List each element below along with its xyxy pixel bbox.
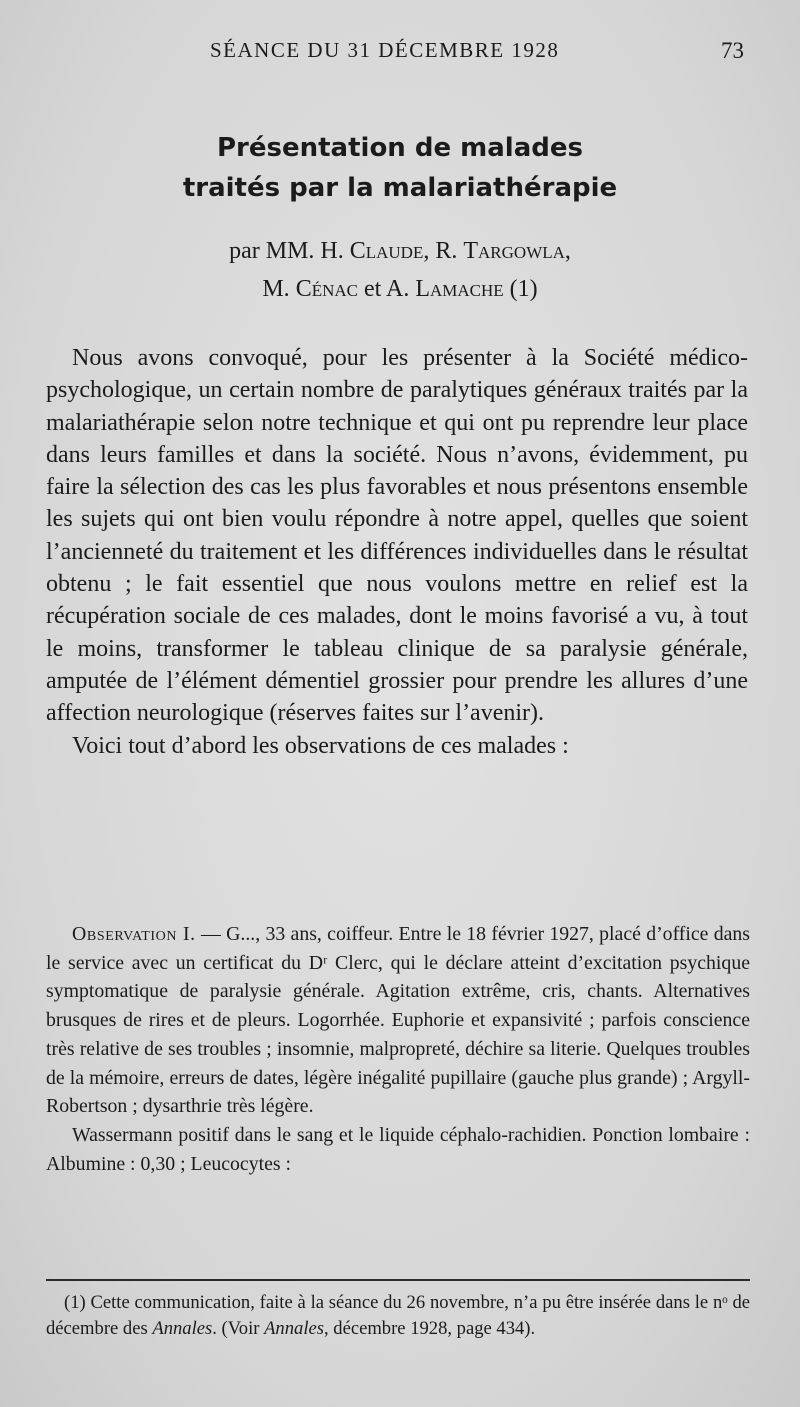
running-head bbox=[0, 38, 800, 68]
footnote-text: , décembre 1928, page 434). bbox=[323, 1318, 536, 1339]
authors-separator: , R. bbox=[423, 238, 464, 264]
authors-line-1 bbox=[0, 232, 800, 270]
paragraph-transition: Voici tout d’abord les observations de ces malades : bbox=[72, 732, 569, 759]
title-line-1: Présentation de malades bbox=[217, 133, 583, 163]
running-title: SÉANCE DU 31 DÉCEMBRE 1928 bbox=[210, 38, 560, 62]
title-line-2: traités par la malariathérapie bbox=[182, 173, 618, 203]
author-lamache: Lamache bbox=[415, 276, 504, 302]
authors-line-2 bbox=[0, 270, 800, 308]
footnote bbox=[46, 1290, 750, 1342]
page-number: 73 bbox=[721, 38, 744, 63]
body-text bbox=[46, 342, 748, 762]
authors-separator: , bbox=[564, 238, 571, 264]
authors-prefix: M. bbox=[262, 276, 296, 302]
observation-paragraph bbox=[46, 920, 750, 1121]
authors-separator: et A. bbox=[357, 276, 416, 302]
footnote-text: (1) Cette communication, faite à la séance du 26 novembre, n’a pu être insérée dans le nᵒ de décembre des bbox=[46, 1292, 750, 1339]
authors-prefix: par MM. H. bbox=[229, 238, 350, 264]
article-title bbox=[0, 128, 800, 208]
author-targowla: Targowla bbox=[463, 238, 565, 264]
footnote-journal-title: Annales bbox=[152, 1318, 213, 1339]
observation-text: — G..., 33 ans, coiffeur. Entre le 18 février 1927, placé d’office dans le service avec un certificat du Dʳ Clerc, qui le déclare atteint d’excitation psychique symptomatique de paralysie générale. Agitation extrême, cris, chants. Alternatives brusques de rires et de pleurs. Logorrhée. Euphorie et expansivité ; parfois conscience très relative de ses troubles ; insomnie, malpropreté, déchire sa literie. Quelques troubles de la mémoire, erreurs de dates, légère inégalité pupillaire (gauche plus grande) ; Argyll-Robertson ; dysarthrie très légère. bbox=[46, 923, 750, 1118]
author-cenac: Cénac bbox=[295, 276, 358, 302]
author-claude: Claude bbox=[349, 238, 424, 264]
footnote-text: . (Voir bbox=[212, 1318, 265, 1339]
footnote-journal-title: Annales bbox=[264, 1318, 324, 1339]
authors-block bbox=[0, 232, 800, 308]
paragraph-intro: Nous avons convoqué, pour les présenter à la Société médico-psychologique, un certain nombre de paralytiques généraux traités par la malariathérapie selon notre technique et qui ont pu reprendre leur place dans leurs familles et dans la société. Nous n’avons, évidemment, pu faire la sélection des cas les plus favorables et nous présentons ensemble les sujets qui ont bien voulu répondre à notre appel, quelles que soient l’ancienneté du traitement et les différences individuelles dans le résultat obtenu ; le fait essentiel que nous voulons mettre en relief est la récupération sociale de ces malades, dont le moins favorisé a vu, à tout le moins, transformer le tableau clinique de sa paralysie générale, amputée de l’élément démentiel grossier pour prendre les allures d’une affection neurologique (réserves faites sur l’avenir). bbox=[46, 345, 748, 727]
footnote-reference: (1) bbox=[503, 276, 538, 302]
observation-block bbox=[46, 920, 750, 1178]
footnote-divider bbox=[46, 1279, 750, 1281]
observation-label: Observation I. bbox=[72, 923, 196, 945]
observation-lab-results: Wassermann positif dans le sang et le liquide céphalo-rachidien. Ponction lombaire : Albumine : 0,30 ; Leucocytes : bbox=[46, 1123, 750, 1175]
